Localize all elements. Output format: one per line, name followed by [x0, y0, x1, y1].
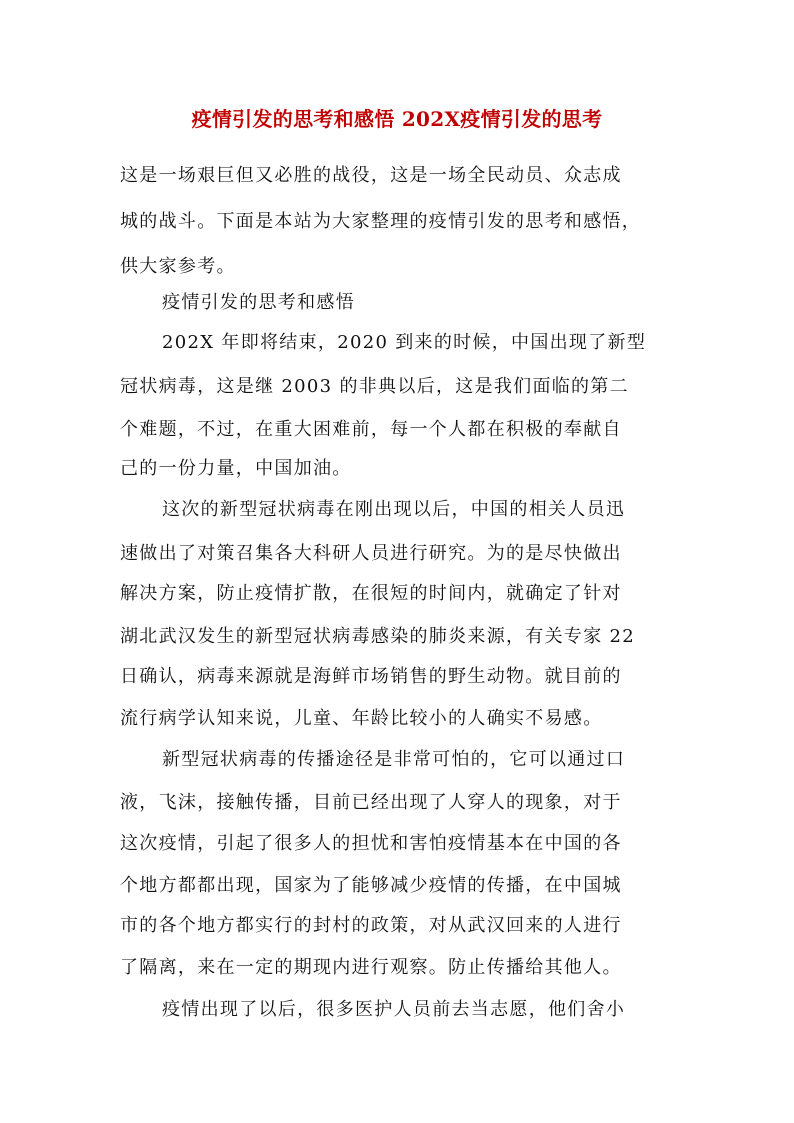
paragraph-line: 城的战斗。下面是本站为大家整理的疫情引发的思考和感悟， [120, 211, 642, 232]
paragraph-line: 流行病学认知来说，儿童、年龄比较小的人确实不易感。 [120, 708, 603, 729]
paragraph-line: 了隔离，来在一定的期现内进行观察。防止传播给其他人。 [120, 957, 622, 978]
paragraph-line: 这是一场艰巨但又必胜的战役，这是一场全民动员、众志成 [120, 165, 622, 186]
document-title: 疫情引发的思考和感悟 202X疫情引发的思考 [191, 107, 603, 131]
paragraph-line: 这次疫情，引起了很多人的担忧和害怕疫情基本在中国的各 [120, 833, 622, 854]
paragraph-line: 速做出了对策召集各大科研人员进行研究。为的是尽快做出 [120, 543, 622, 564]
paragraph-line: 湖北武汉发生的新型冠状病毒感染的肺炎来源，有关专家 22 [120, 626, 636, 647]
section-heading: 疫情引发的思考和感悟 [162, 292, 355, 313]
paragraph-line: 个难题，不过，在重大困难前，每一个人都在积极的奉献自 [120, 419, 622, 440]
paragraph-line: 新型冠状病毒的传播途径是非常可怕的，它可以通过口 [162, 749, 626, 770]
paragraph-line: 市的各个地方都实行的封村的政策，对从武汉回来的人进行 [120, 915, 622, 936]
paragraph-line: 202X 年即将结束，2020 到来的时候，中国出现了新型 [162, 332, 647, 353]
paragraph-line: 个地方都都出现，国家为了能够减少疫情的传播，在中国城 [120, 875, 622, 896]
paragraph-line: 液，飞沫，接触传播，目前已经出现了人穿人的现象，对于 [120, 792, 622, 813]
paragraph-line: 疫情出现了以后，很多医护人员前去当志愿，他们舍小 [162, 999, 626, 1020]
paragraph-line: 己的一份力量，中国加油。 [120, 458, 352, 479]
paragraph-line: 冠状病毒，这是继 2003 的非典以后，这是我们面临的第二 [120, 376, 629, 397]
paragraph-line: 供大家参考。 [120, 256, 236, 277]
paragraph-line: 解决方案，防止疫情扩散，在很短的时间内，就确定了针对 [120, 583, 622, 604]
paragraph-line: 日确认，病毒来源就是海鲜市场销售的野生动物。就目前的 [120, 666, 622, 687]
paragraph-line: 这次的新型冠状病毒在刚出现以后，中国的相关人员迅 [162, 499, 626, 520]
